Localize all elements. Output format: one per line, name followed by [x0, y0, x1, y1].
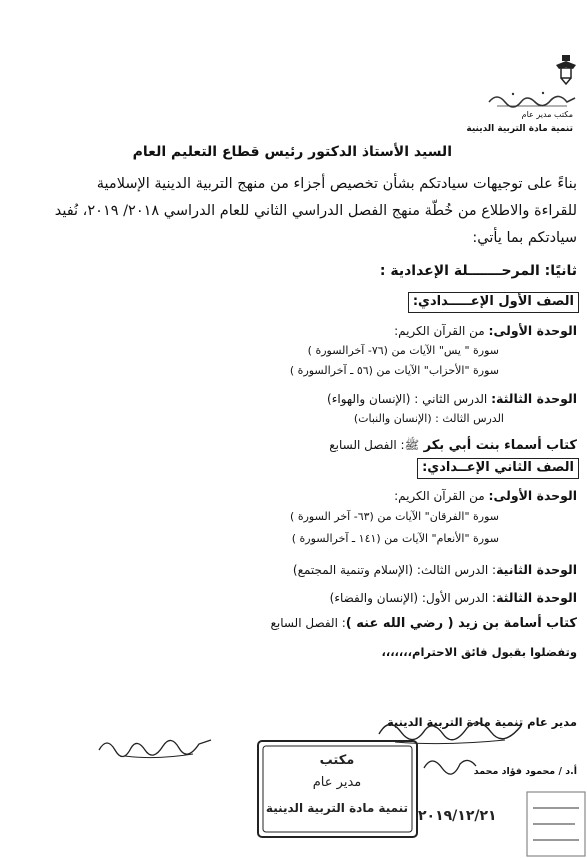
intro-line-1: بناءً على توجيهات سيادتكم بشأن تخصيص أجزاء من منهج التربية الدينية الإسلامية	[96, 176, 577, 192]
book-label: كتاب أسامة بن زيد ( رضي الله عنه )	[345, 616, 577, 631]
unit-label: الوحدة الأولى:	[488, 488, 577, 503]
book-label: كتاب أسماء بنت أبي بكر	[419, 438, 577, 453]
grade2-unit1	[394, 488, 577, 503]
book-text: ﷺ: الفصل السابع	[329, 438, 420, 452]
stamp-line-3: تنمية مادة التربية الدينية	[265, 801, 409, 815]
stamp-date: ٢٠١٩/١٢/٢١	[418, 808, 497, 824]
grade2-heading: الصف الثاني الإعــدادي:	[417, 458, 579, 479]
intro-line-3: سيادتكم بما يأتي:	[472, 230, 577, 246]
unit-label: الوحدة الثالثة	[496, 590, 577, 605]
grade1-unit3	[327, 391, 577, 406]
grade1-book	[329, 438, 577, 455]
unit-text: من القرآن الكريم:	[394, 489, 489, 503]
grade2-unit1-line-2: سورة "الأنعام" الآيات من (١٤١ ـ آخرالسورة )	[291, 532, 499, 545]
grade1-unit3-line-1: الدرس الثالث : (الإنسان والنبات)	[353, 412, 504, 425]
intro-line-2: للقراءة والاطلاع من خُطّة منهج الفصل الدراسي الثاني للعام الدراسي ٢٠١٨/ ٢٠١٩، نُفيد	[54, 203, 577, 219]
handwritten-initials-icon	[420, 750, 480, 778]
unit-label: الوحدة الأولى:	[488, 323, 577, 338]
grade2-book	[270, 616, 577, 631]
grade2-unit2	[293, 562, 577, 577]
stamp-line-1: مكتب	[319, 753, 355, 768]
grade1-unit1-line-1: سورة " يس" الآيات من (٧٦- آخرالسورة )	[307, 344, 499, 357]
unit-label: الوحدة الثالثة:	[491, 391, 577, 406]
office-stamp-icon	[255, 738, 420, 840]
corner-stamp-icon	[525, 790, 587, 858]
office-label: مكتب مدير عام	[521, 110, 573, 119]
ministry-calligraphy-logo-icon	[487, 88, 577, 110]
closing-line: وتفضلوا بقبول فائق الاحترام،،،،،،،	[381, 645, 577, 659]
unit-text: من القرآن الكريم:	[394, 324, 489, 338]
grade2-unit1-line-1: سورة "الفرقان" الآيات من (٦٣- آخر السورة )	[290, 510, 499, 523]
stamp-line-2: مدير عام	[312, 775, 362, 790]
eagle-emblem-icon	[555, 55, 577, 85]
stage-heading: ثانيًا: المرحـــــــلة الإعدادية :	[379, 263, 577, 279]
handwritten-signature-icon	[95, 730, 215, 764]
signature-name: أ.د / محمود فؤاد محمد	[473, 766, 577, 777]
grade1-unit1-line-2: سورة "الأحزاب" الآيات من (٥٦ ـ آخرالسورة )	[289, 364, 499, 377]
unit-text: : الدرس الثالث: (الإسلام وتنمية المجتمع)	[292, 563, 497, 577]
grade1-heading: الصف الأول الإعـــــدادي:	[408, 292, 579, 313]
unit-label: الوحدة الثانية	[496, 562, 577, 577]
book-text: : الفصل السابع	[270, 616, 346, 630]
grade2-unit3	[330, 590, 577, 605]
grade1-unit1	[394, 323, 577, 338]
department-label: تنمية مادة التربية الدينية	[466, 124, 573, 134]
recipient-title: السيد الأستاذ الدكتور رئيس قطاع التعليم العام	[132, 144, 452, 160]
unit-text: الدرس الثاني : (الإنسان والهواء)	[327, 392, 492, 406]
signature-title: مدير عام تنمية مادة التربية الدينية	[386, 715, 577, 729]
unit-text: : الدرس الأول: (الإنسان والفضاء)	[329, 591, 497, 605]
